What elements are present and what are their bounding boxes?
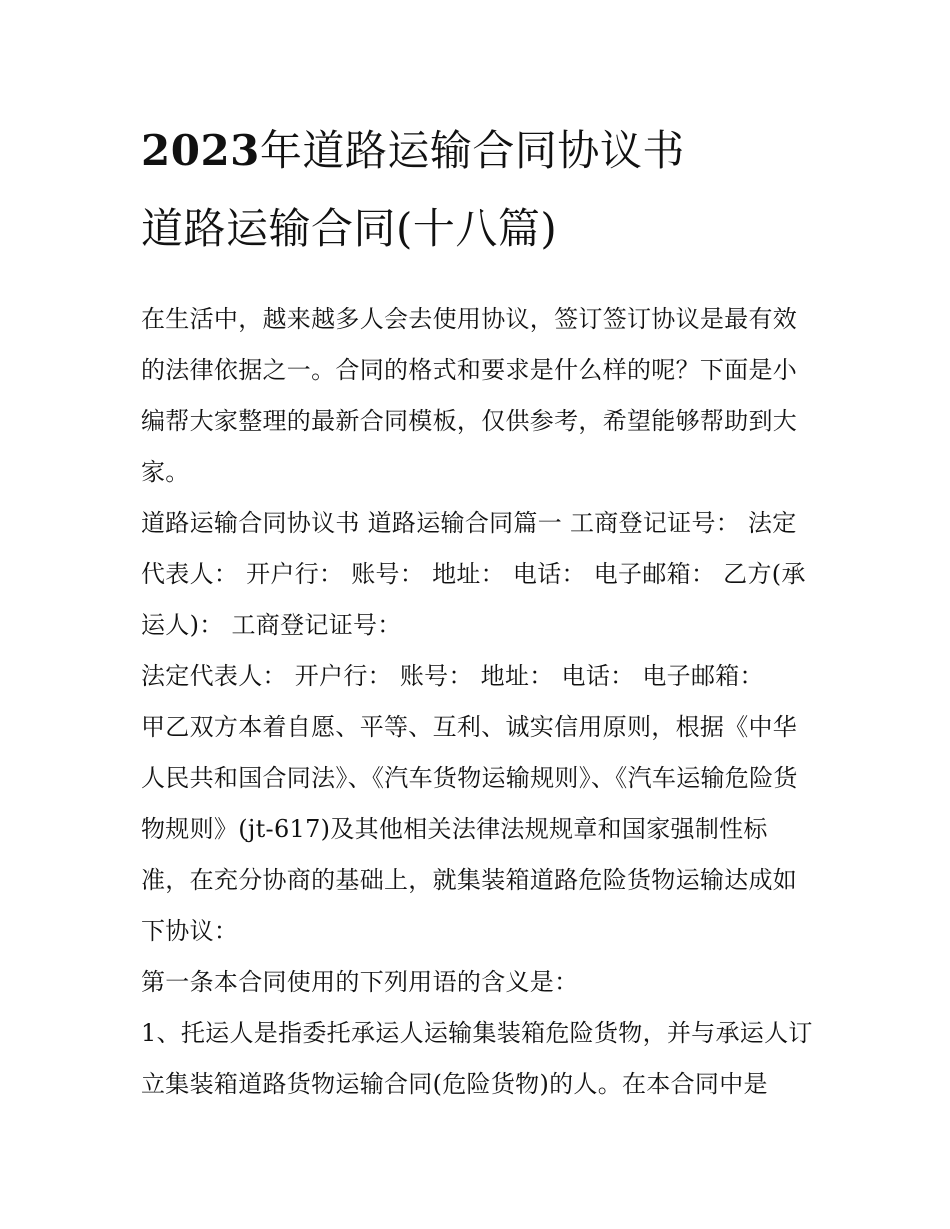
intro-paragraph: 在生活中，越来越多人会去使用协议，签订签订协议是最有效的法律依据之一。合同的格式和要求是什么样的呢？下面是小编帮大家整理的最新合同模板，仅供参考，希望能够帮助到大家。	[141, 305, 798, 486]
party-b-info-paragraph: 法定代表人： 开户行： 账号： 地址： 电话： 电子邮箱：	[141, 662, 764, 690]
document-title	[141, 112, 813, 268]
party-info-paragraph: 道路运输合同协议书 道路运输合同篇一 工商登记证号： 法定代表人： 开户行： 账号： 地址： 电话： 电子邮箱： 乙方(承运人)： 工商登记证号：	[141, 509, 806, 639]
definition-item-1: 1、托运人是指委托承运人运输集装箱危险货物，并与承运人订立集装箱道路货物运输合同(危险货物)的人。在本合同中是	[141, 1019, 813, 1098]
agreement-basis-paragraph: 甲乙双方本着自愿、平等、互利、诚实信用原则，根据《中华人民共和国合同法》、《汽车货物运输规则》、《汽车运输危险货物规则》(jt-617)及其他相关法律法规规章和国家强制性标准，在充分协商的基础上，就集装箱道路危险货物运输达成如下协议：	[141, 713, 798, 945]
title-main: 年道路运输合同协议书	[259, 126, 685, 175]
document-body	[141, 294, 813, 1110]
title-line-1	[141, 112, 813, 190]
title-year: 2023	[141, 126, 260, 175]
article-one-heading: 第一条本合同使用的下列用语的含义是：	[141, 968, 579, 996]
document-page	[141, 112, 813, 1110]
title-line-2: 道路运输合同(十八篇)	[141, 204, 558, 253]
